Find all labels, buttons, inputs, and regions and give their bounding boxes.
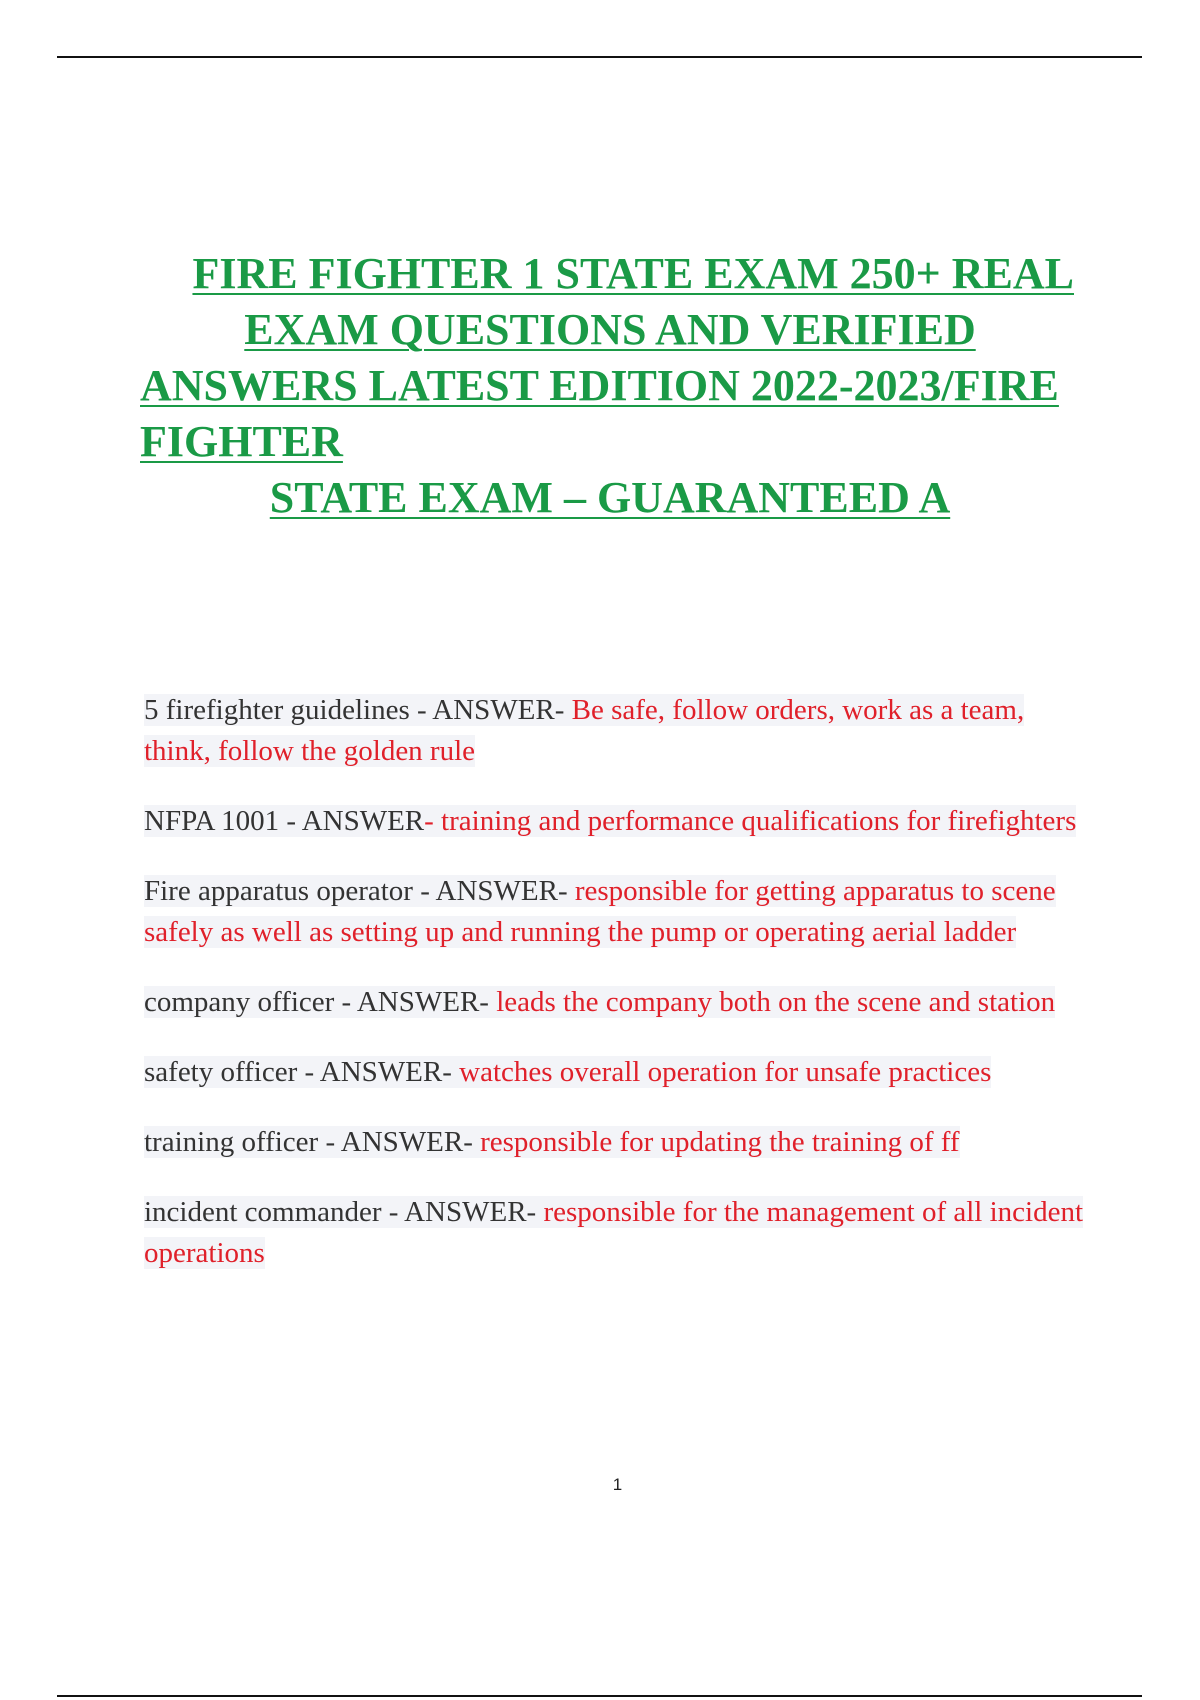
document-title	[140, 246, 1080, 526]
qa-term: incident commander - ANSWER-	[144, 1196, 544, 1228]
title-line: FIRE FIGHTER 1 STATE EXAM 250+ REAL	[192, 249, 1074, 298]
qa-answer: responsible for the management of all incident operations	[144, 1196, 1084, 1269]
qa-term: safety officer - ANSWER-	[144, 1056, 460, 1088]
qa-term: company officer - ANSWER-	[144, 986, 497, 1018]
qa-answer: - training and performance qualifications for firefighters	[424, 805, 1077, 837]
qa-item	[144, 871, 1089, 953]
qa-answer: Be safe, follow orders, work as a team, think, follow the golden rule	[144, 694, 1025, 767]
qa-item	[144, 1192, 1089, 1274]
qa-answer: leads the company both on the scene and station	[496, 986, 1056, 1018]
qa-item	[144, 801, 1089, 842]
qa-term: Fire apparatus operator - ANSWER-	[144, 875, 575, 907]
footer-rule	[57, 1695, 1142, 1697]
page-number: 1	[612, 1475, 623, 1494]
qa-item	[144, 1052, 1089, 1093]
title-line: STATE EXAM – GUARANTEED A	[269, 473, 951, 522]
title-line: EXAM QUESTIONS AND VERIFIED	[244, 305, 976, 354]
qa-term: NFPA 1001 - ANSWER	[144, 805, 425, 837]
qa-answer: responsible for getting apparatus to scene safely as well as setting up and running the pump or operating aerial ladder	[144, 875, 1056, 948]
qa-term: training officer - ANSWER-	[144, 1126, 481, 1158]
qa-item	[144, 982, 1089, 1023]
qa-item	[144, 1122, 1089, 1163]
qa-item	[144, 690, 1089, 772]
title-line: FIGHTER	[140, 417, 343, 466]
qa-answer: watches overall operation for unsafe practices	[459, 1056, 992, 1088]
qa-list	[144, 690, 1089, 1303]
qa-term: 5 firefighter guidelines - ANSWER-	[144, 694, 572, 726]
qa-answer: responsible for updating the training of ff	[480, 1126, 960, 1158]
title-line: ANSWERS LATEST EDITION 2022-2023/FIRE	[140, 361, 1059, 410]
header-rule	[57, 56, 1142, 58]
